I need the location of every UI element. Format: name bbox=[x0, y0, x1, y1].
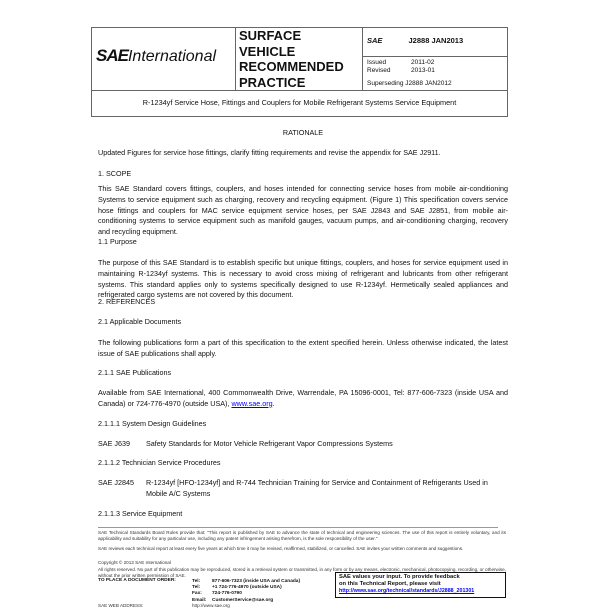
rationale-heading: RATIONALE bbox=[282, 128, 324, 137]
document-header: SAEInternational SURFACE VEHICLE RECOMMENDED PRACTICE SAE J2888 JAN2013 Issued 2011-02 Revised 2013-01 Superseding J2888 JAN2012 bbox=[91, 27, 508, 91]
feedback-link[interactable]: http://www.sae.org/technical/standards/J2888_201301 bbox=[339, 588, 475, 594]
footer-copyright: Copyright © 2013 SAE International bbox=[98, 560, 171, 565]
references-heading: 2. REFERENCES bbox=[98, 297, 156, 306]
sae-publications-heading: 2.1.1 SAE Publications bbox=[98, 368, 172, 377]
purpose-heading: 1.1 Purpose bbox=[98, 237, 137, 246]
web-address-link[interactable]: http://www.sae.org bbox=[192, 603, 230, 608]
revised-date: 2013-01 bbox=[411, 66, 435, 74]
footer-review: SAE reviews each technical report at least every five years at which time it may be revised, reaffirmed, stabilized, or cancelled. SAE invites your written comments and suggestions. bbox=[98, 546, 464, 551]
scope-text: This SAE Standard covers fittings, couplers, and hoses intended for connecting service hoses from mobile air-conditioning Systems to service equipment such as charging, recovery and recycling equipment. (Figure 1) This specification covers service hose fittings and couplers for MAC service equipment service hoses, per SAE J2843 and SAE J2851, from mobile air-conditioning systems to service equipment such as manifold gauges, vacuum pumps, and air-conditioning charging, recovery and recycling equipment. bbox=[98, 184, 508, 237]
issued-date: 2011-02 bbox=[411, 59, 435, 66]
contact-list: Tel: 877-606-7323 (inside USA and Canada) Tel: +1 724-776-4970 (outside USA) Fax: 724-776-0790 Email: CustomerService@sae.org bbox=[192, 579, 301, 603]
superseding: Superseding J2888 JAN2012 bbox=[367, 80, 452, 87]
web-address-label: SAE WEB ADDRESS: bbox=[98, 603, 144, 608]
document-type: SURFACE VEHICLE RECOMMENDED PRACTICE bbox=[239, 28, 344, 90]
document-order-label: TO PLACE A DOCUMENT ORDER: bbox=[98, 578, 176, 583]
purpose-text: The purpose of this SAE Standard is to establish specific but unique fittings, couplers, and hoses for service equipment used in maintaining R-1234yf systems. This is necessary to avoid cross mixing of refrigerant and lubricants from other refrigerant systems. This standard applies only to systems specifically designed to use R-1234yf. Hermetically sealed appliances and refrigerated cargo systems are not covered by this document. bbox=[98, 258, 508, 300]
reference-j639: SAE J639 Safety Standards for Motor Vehicle Refrigerant Vapor Compressions Systems bbox=[98, 439, 393, 448]
sae-link[interactable]: www.sae.org bbox=[231, 398, 273, 408]
reference-j2845: SAE J2845 R-1234yf [HFO-1234yf] and R-744 Technician Training for Service and Containment of Refrigerants Used in Mobile A/C Systems bbox=[98, 478, 488, 498]
email-link[interactable]: CustomerService@sae.org bbox=[212, 597, 274, 603]
footer-rules: SAE Technical Standards Board Rules provide that: "This report is published by SAE to advance the state of technical and engineering sciences. The use of this report is entirely voluntary, and its applicability and suitability for any particular use, including any patent infringement arising therefrom, is the sole responsibility of the user." bbox=[98, 530, 506, 541]
scope-heading: 1. SCOPE bbox=[98, 169, 132, 178]
technician-procedures-heading: 2.1.1.2 Technician Service Procedures bbox=[98, 458, 221, 467]
footer-divider bbox=[98, 527, 498, 528]
service-equipment-heading: 2.1.1.3 Service Equipment bbox=[98, 509, 183, 518]
system-design-heading: 2.1.1.1 System Design Guidelines bbox=[98, 419, 207, 428]
sae-mark: SAE bbox=[367, 36, 383, 45]
rationale-text: Updated Figures for service hose fittings, clarify fitting requirements and revise the appendix for SAE J2911. bbox=[98, 148, 441, 157]
document-title: R-1234yf Service Hose, Fittings and Couplers for Mobile Refrigerant Systems Service Equipment bbox=[91, 90, 508, 117]
footer-rights: All rights reserved. No part of this publication may be reproduced, stored in a retrieval system or transmitted, in any form or by any means, electronic, mechanical, photocopying, recording, or otherwise, without the prior written permission of SAE. bbox=[98, 567, 506, 578]
applicable-heading: 2.1 Applicable Documents bbox=[98, 317, 182, 326]
sae-international-logo: SAEInternational bbox=[96, 46, 217, 65]
applicable-text: The following publications form a part of this specification to the extent specified herein. Unless otherwise indicated, the latest issue of SAE publications shall apply. bbox=[98, 338, 508, 358]
document-number: J2888 JAN2013 bbox=[408, 36, 464, 45]
feedback-box: SAE values your input. To provide feedback on this Technical Report, please visit http://www.sae.org/technical/standards/J2888_201301 bbox=[335, 572, 506, 598]
sae-publications-text: Available from SAE International, 400 Commonwealth Drive, Warrendale, PA 15096-0001, Tel: 877-606-7323 (inside USA and Canada) or 724-776-4970 (outside USA), www.sae.org. bbox=[98, 388, 508, 408]
